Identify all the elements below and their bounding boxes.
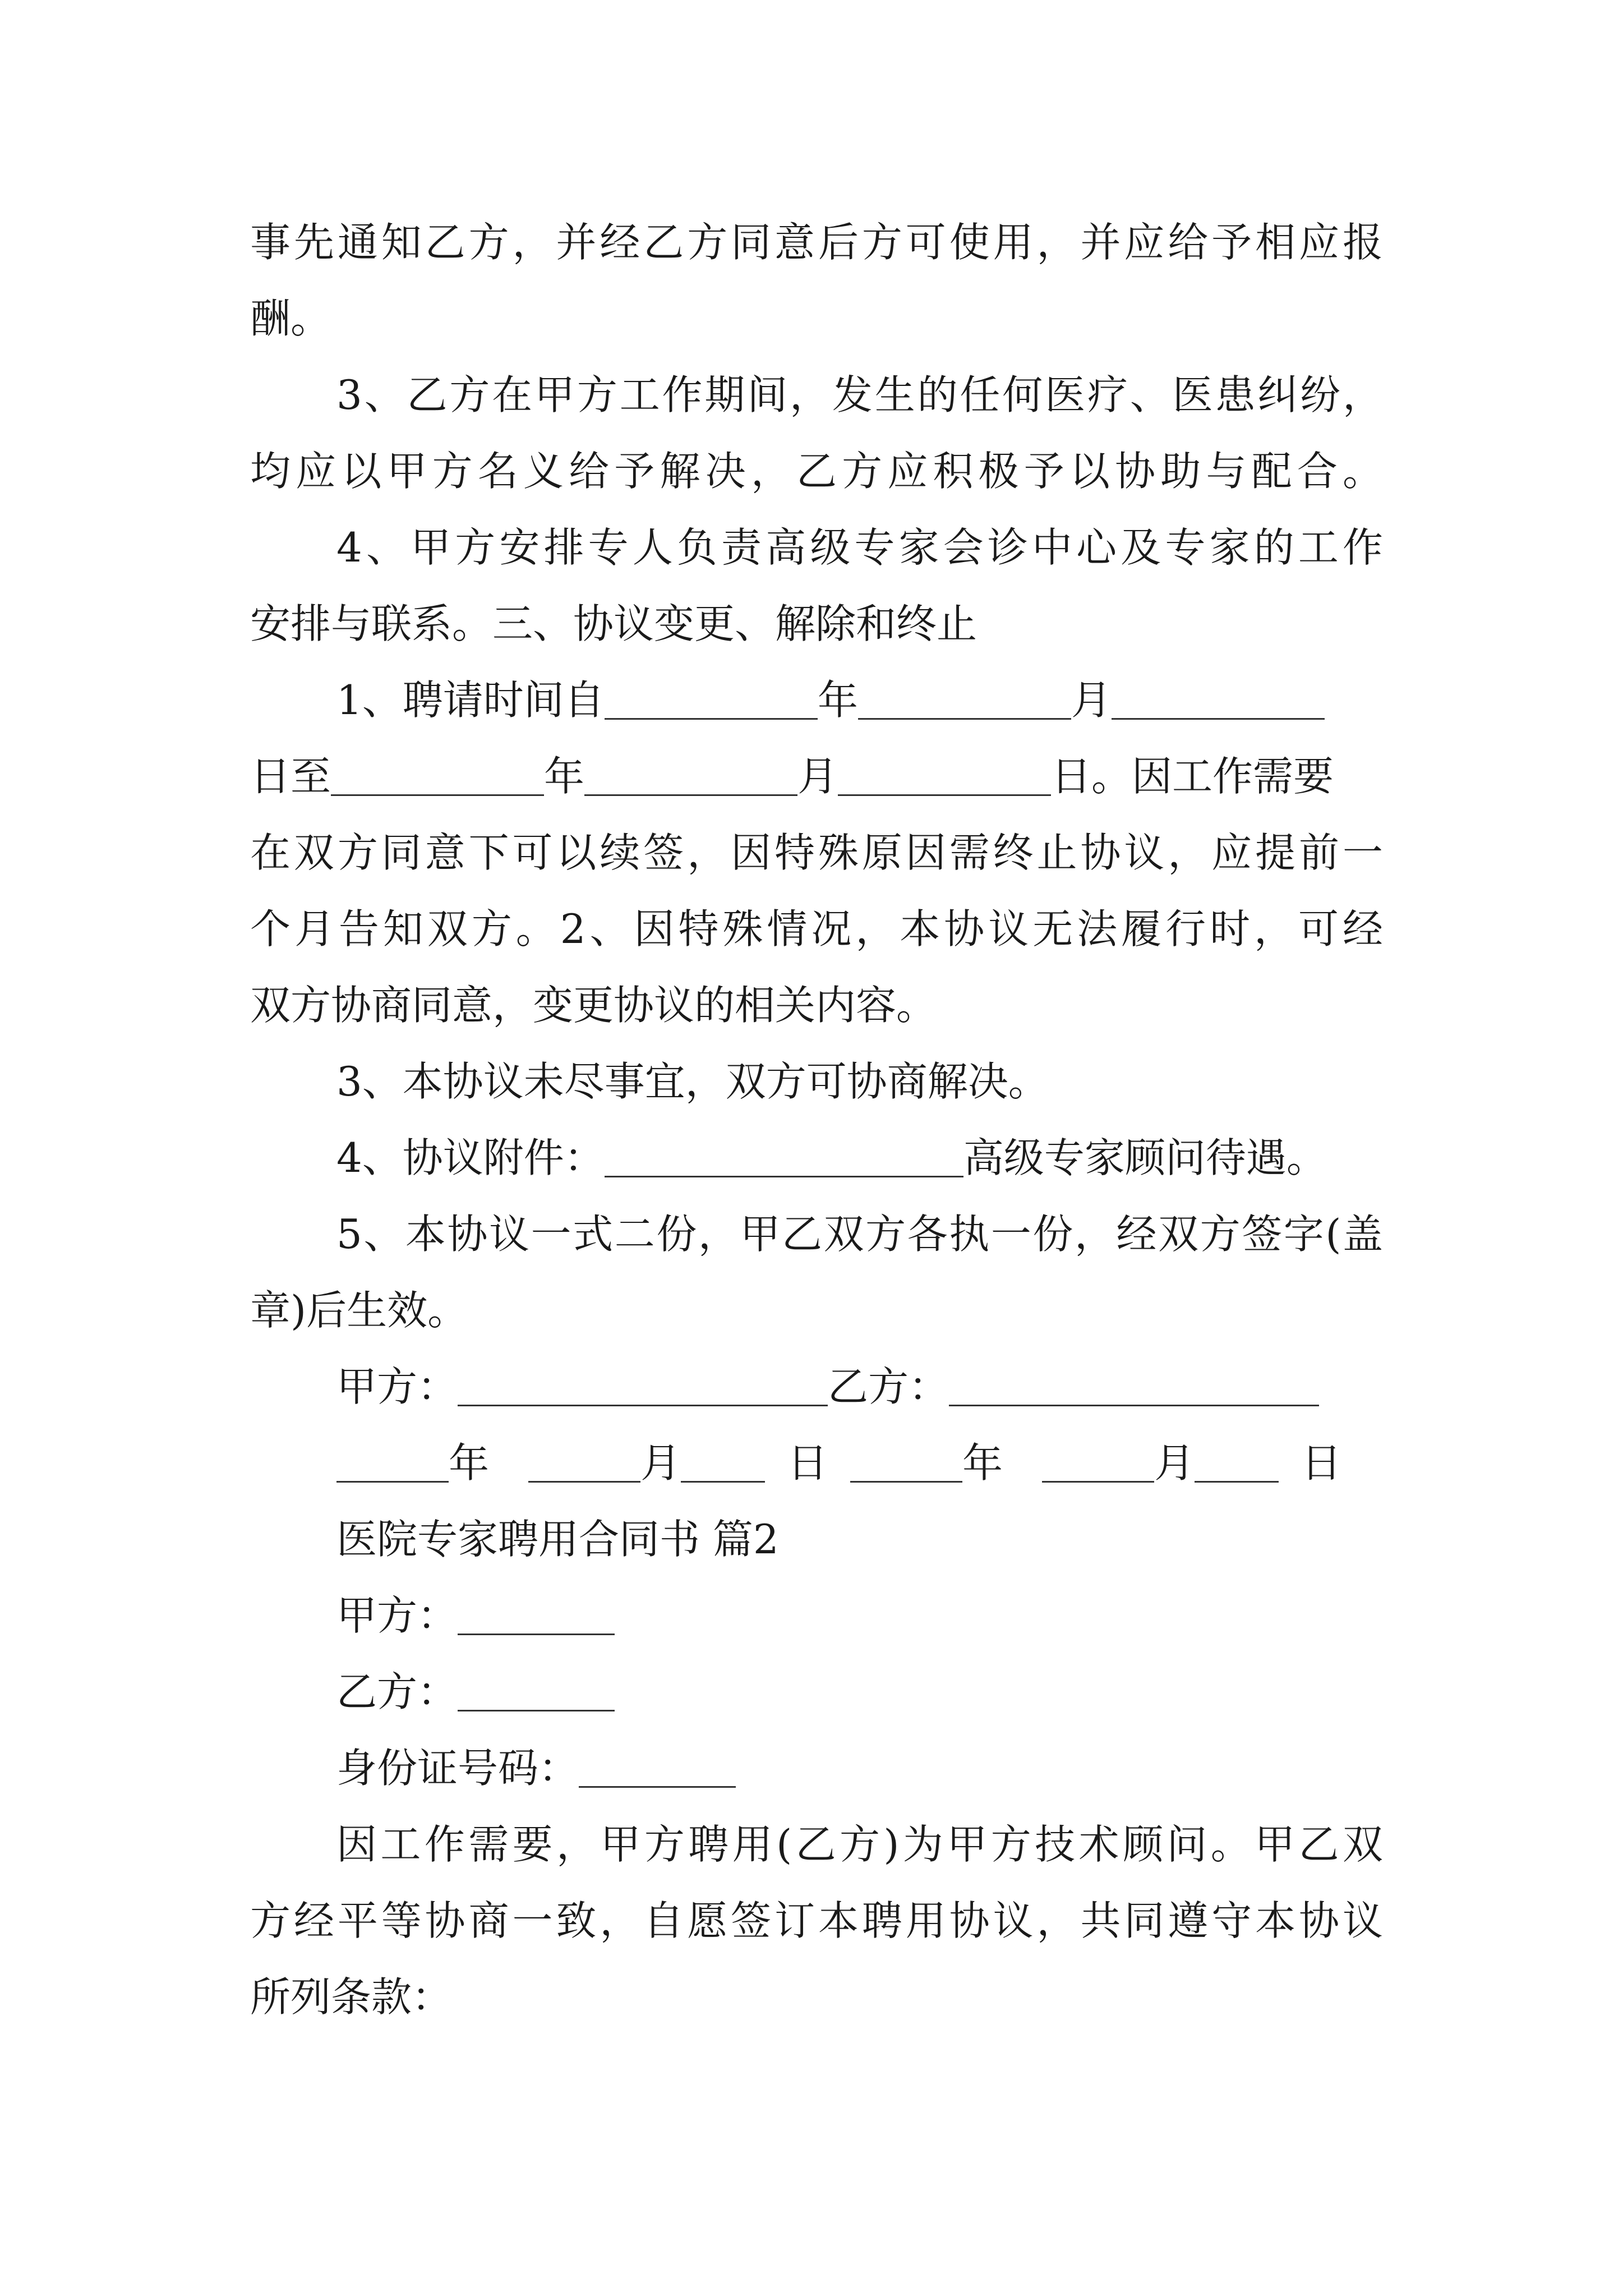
- end-year-blank: [331, 755, 544, 796]
- party-a-blank: [458, 1594, 615, 1635]
- month-label: 月: [1154, 1439, 1195, 1487]
- party-a-signature-blank: [458, 1365, 828, 1406]
- month-label: 月: [1071, 677, 1112, 724]
- paragraph-line: 事先通知乙方，并经乙方同意后方可使用，并应给予相应报: [250, 219, 1383, 266]
- paragraph-line: 安排与联系。三、协议变更、解除和终止: [250, 600, 978, 647]
- day-end-label: 日。因工作需要: [1051, 753, 1334, 800]
- year-label: 年: [817, 677, 858, 724]
- date-a-month-blank: [528, 1442, 640, 1483]
- paragraph-line: 均应以甲方名义给予解决，乙方应积极予以协助与配合。: [250, 448, 1383, 495]
- section-title: 医院专家聘用合同书 篇2: [336, 1516, 779, 1563]
- month-label: 月: [640, 1439, 681, 1487]
- party-a-label: 甲方：: [336, 1592, 458, 1639]
- paragraph-line: 3、乙方在甲方工作期间，发生的任何医疗、医患纠纷，: [336, 371, 1383, 418]
- end-day-blank: [838, 755, 1051, 796]
- party-a-line: [336, 1577, 1383, 1654]
- start-year-blank: [605, 679, 818, 720]
- id-number-label: 身份证号码：: [336, 1745, 579, 1792]
- date-b-year-blank: [850, 1442, 962, 1483]
- employ-start-label: 1、聘请时间自: [336, 677, 605, 724]
- party-b-label: 乙方：: [828, 1363, 949, 1410]
- employ-period-line-2: [250, 738, 1383, 815]
- party-a-label: 甲方：: [336, 1363, 458, 1410]
- attachment-prefix: 4、协议附件：: [336, 1134, 605, 1181]
- party-b-blank: [458, 1671, 615, 1711]
- paragraph-line: 个月告知双方。2、因特殊情况，本协议无法履行时，可经: [250, 905, 1383, 953]
- party-b-label: 乙方：: [336, 1668, 458, 1715]
- id-number-line: [336, 1730, 1383, 1806]
- paragraph-line: 方经平等协商一致，自愿签订本聘用协议，共同遵守本协议: [250, 1897, 1383, 1944]
- id-number-blank: [579, 1747, 736, 1788]
- start-month-blank: [858, 679, 1071, 720]
- end-month-blank: [584, 755, 797, 796]
- year-label: 年: [449, 1439, 490, 1487]
- paragraph-line: 酬。: [250, 295, 331, 342]
- paragraph-line: 因工作需要，甲方聘用(乙方)为甲方技术顾问。甲乙双: [336, 1821, 1383, 1868]
- date-b-month-blank: [1042, 1442, 1154, 1483]
- date-a-year-blank: [336, 1442, 449, 1483]
- year-label: 年: [544, 753, 585, 800]
- day-label: 日: [1301, 1439, 1342, 1487]
- attachment-blank: [605, 1137, 963, 1177]
- party-b-signature-blank: [949, 1365, 1319, 1406]
- year-label: 年: [962, 1439, 1003, 1487]
- party-b-line: [336, 1654, 1383, 1730]
- paragraph-line: 在双方同意下可以续签，因特殊原因需终止协议，应提前一: [250, 829, 1383, 876]
- date-b-day-blank: [1195, 1442, 1279, 1483]
- paragraph-line: 4、甲方安排专人负责高级专家会诊中心及专家的工作: [336, 524, 1383, 571]
- paragraph-line: 5、本协议一式二份，甲乙双方各执一份，经双方签字(盖: [336, 1211, 1383, 1258]
- paragraph-line: 双方协商同意，变更协议的相关内容。: [250, 982, 937, 1029]
- paragraph-line: 3、本协议未尽事宜，双方可协商解决。: [336, 1058, 1049, 1105]
- signature-parties-line: [336, 1349, 1383, 1425]
- signature-dates-line: [336, 1425, 1383, 1501]
- day-label: 日: [787, 1439, 828, 1487]
- start-day-blank: [1112, 679, 1325, 720]
- attachment-suffix: 高级专家顾问待遇。: [963, 1134, 1327, 1181]
- attachment-line: [336, 1120, 1430, 1196]
- date-a-day-blank: [681, 1442, 765, 1483]
- employ-period-line: [336, 662, 1383, 738]
- day-to-label: 日至: [250, 753, 331, 800]
- paragraph-line: 章)后生效。: [250, 1287, 468, 1334]
- month-label: 月: [797, 753, 838, 800]
- paragraph-line: 所列条款：: [250, 1973, 453, 2021]
